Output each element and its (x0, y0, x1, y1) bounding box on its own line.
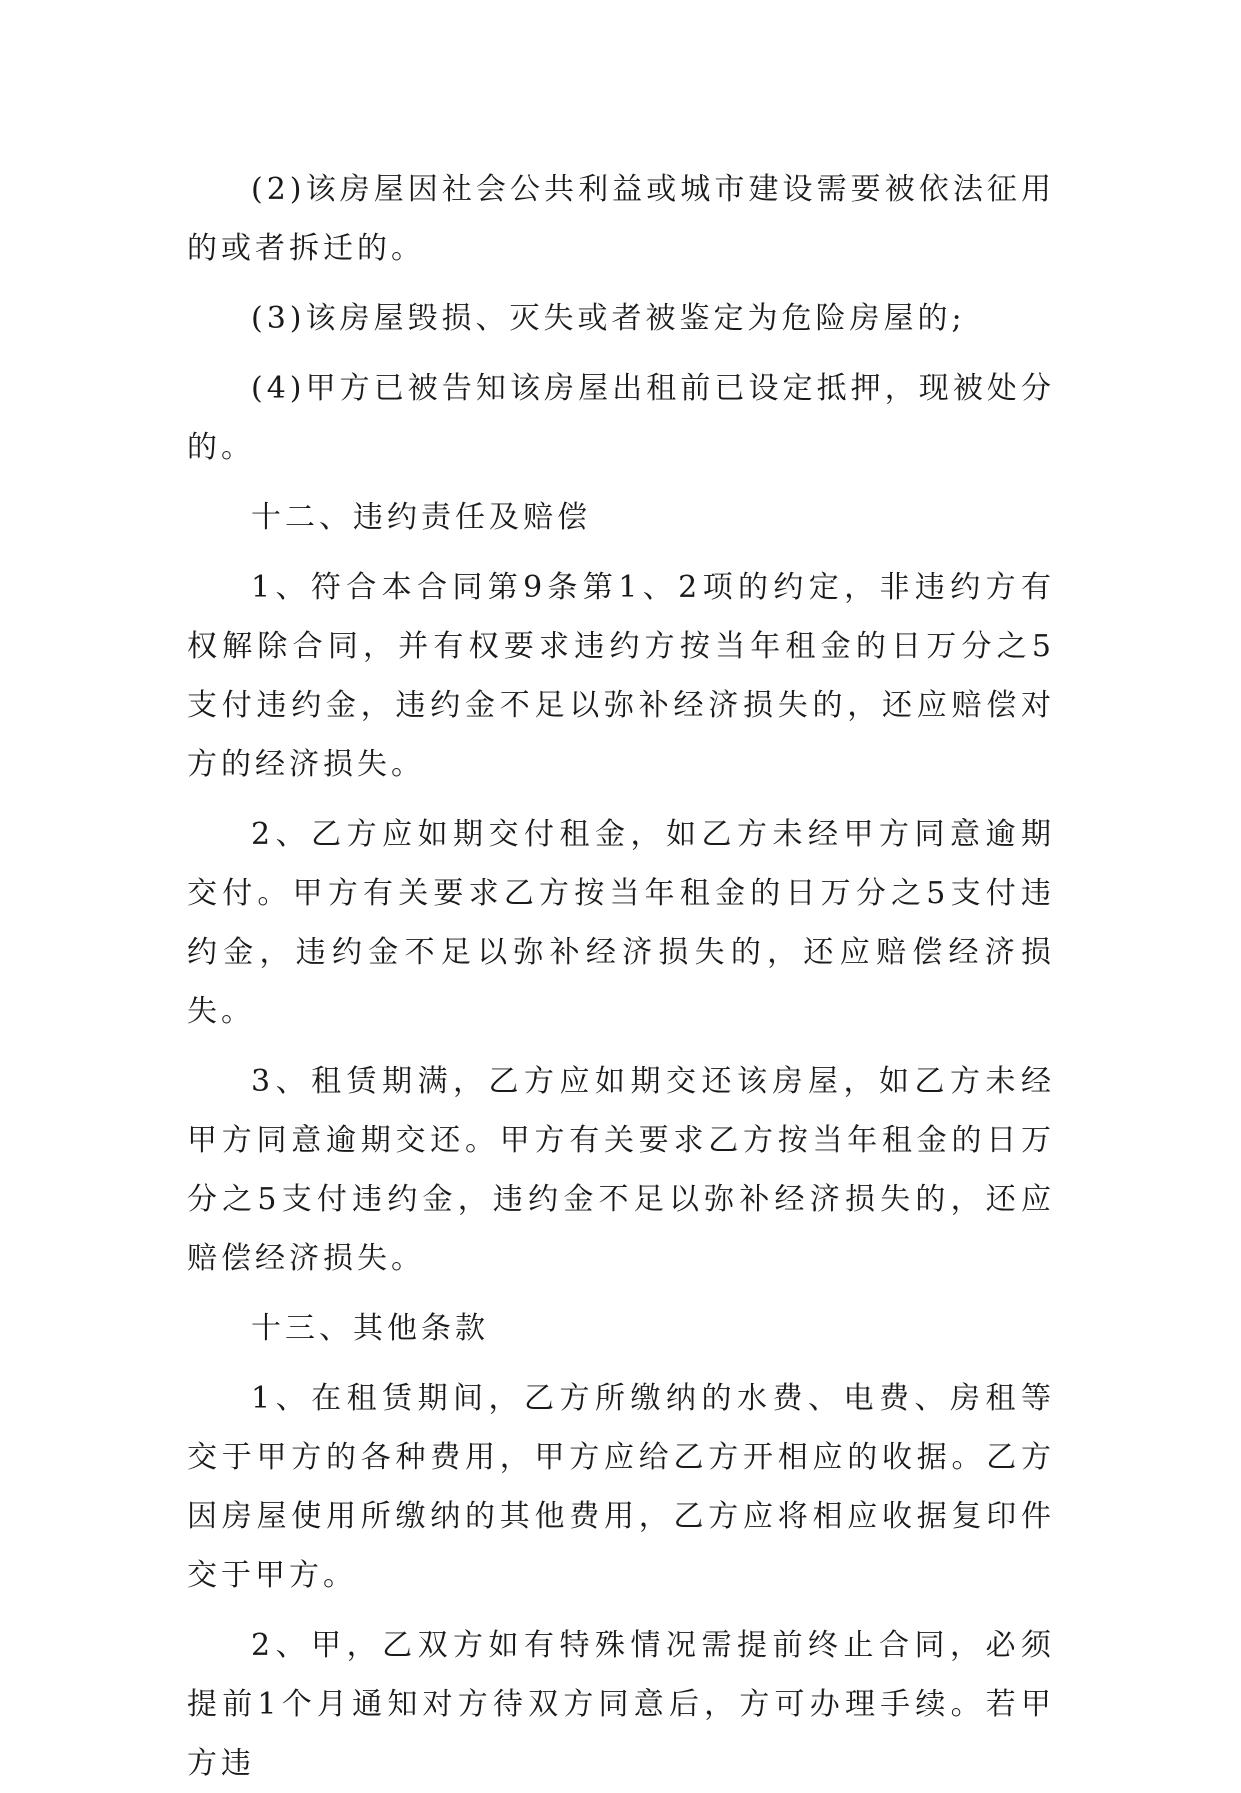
section-heading-12: 十二、违约责任及赔偿 (251, 500, 591, 535)
clause-item-2: (2)该房屋因社会公共利益或城市建设需要被依法征用的或者拆迁的。 (187, 172, 1055, 266)
clause-item-3: (3)该房屋毁损、灭失或者被鉴定为危险房屋的; (251, 301, 966, 336)
section-13-clause-1: 1、在租赁期间，乙方所缴纳的水费、电费、房租等交于甲方的各种费用，甲方应给乙方开相应的收据。乙方因房屋使用所缴纳的其他费用，乙方应将相应收据复印件交于甲方。 (187, 1381, 1055, 1593)
clause-item-4: (4)甲方已被告知该房屋出租前已设定抵押，现被处分的。 (187, 371, 1055, 465)
section-12-clause-3: 3、租赁期满，乙方应如期交还该房屋，如乙方未经甲方同意逾期交还。甲方有关要求乙方按当年租金的日万分之5支付违约金，违约金不足以弥补经济损失的，还应赔偿经济损失。 (187, 1064, 1055, 1276)
section-12-clause-1: 1、符合本合同第9条第1、2项的约定，非违约方有权解除合同，并有权要求违约方按当年租金的日万分之5支付违约金，违约金不足以弥补经济损失的，还应赔偿对方的经济损失。 (187, 570, 1055, 782)
section-12-clause-2: 2、乙方应如期交付租金，如乙方未经甲方同意逾期交付。甲方有关要求乙方按当年租金的日万分之5支付违约金，违约金不足以弥补经济损失的，还应赔偿经济损失。 (187, 817, 1055, 1029)
section-heading-13: 十三、其他条款 (251, 1311, 489, 1346)
section-13-clause-2: 2、甲，乙双方如有特殊情况需提前终止合同，必须提前1个月通知对方待双方同意后，方可办理手续。若甲方违 (187, 1628, 1055, 1781)
document-body (187, 160, 1055, 1793)
